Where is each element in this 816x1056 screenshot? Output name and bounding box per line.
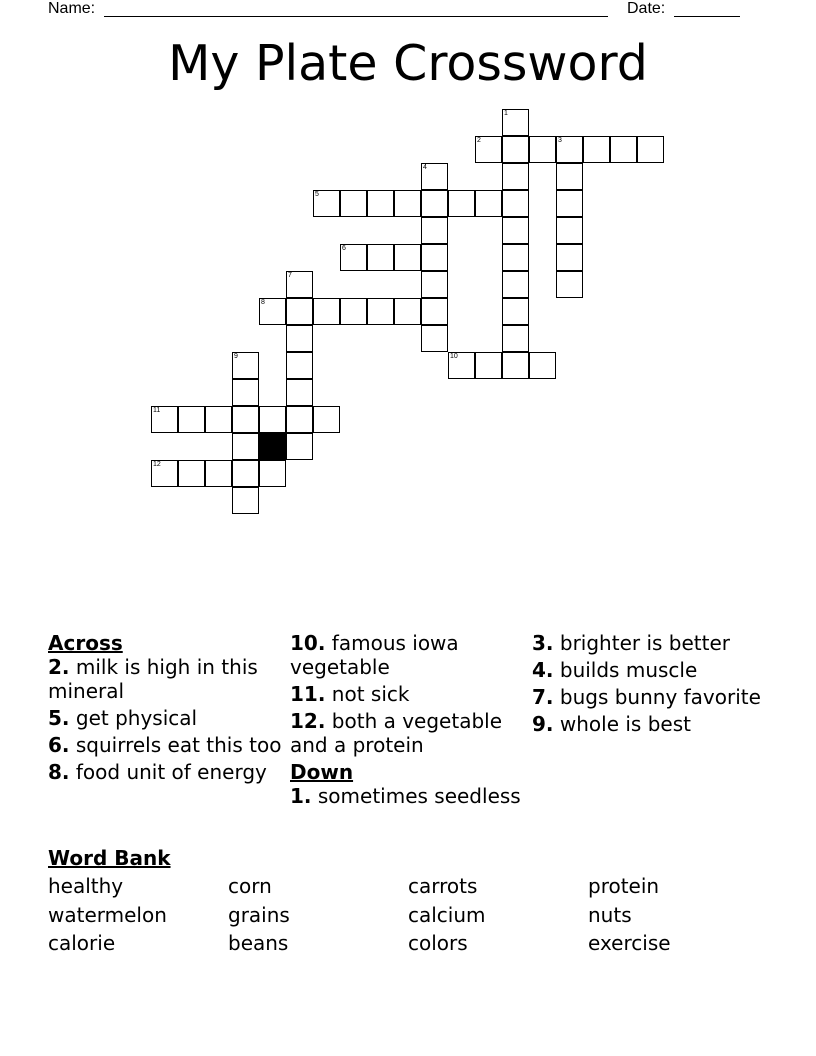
- word-bank-word: carrots: [408, 874, 478, 898]
- word-bank-word: grains: [228, 903, 290, 927]
- crossword-cell[interactable]: [340, 244, 367, 271]
- crossword-cell[interactable]: [556, 163, 583, 190]
- clue-column-1: [48, 631, 283, 787]
- crossword-cell[interactable]: [259, 406, 286, 433]
- clue-column-2: [290, 631, 525, 811]
- crossword-cell[interactable]: [529, 352, 556, 379]
- crossword-clue-number: 5: [315, 191, 319, 198]
- crossword-cell[interactable]: [556, 217, 583, 244]
- crossword-cell[interactable]: [286, 433, 313, 460]
- crossword-black-cell: [259, 433, 286, 460]
- clue-down-3: 3. brighter is better: [532, 631, 730, 655]
- crossword-cell[interactable]: [556, 136, 583, 163]
- crossword-cell[interactable]: [367, 298, 394, 325]
- crossword-cell[interactable]: [286, 379, 313, 406]
- crossword-cell[interactable]: [205, 460, 232, 487]
- crossword-cell[interactable]: [394, 298, 421, 325]
- crossword-cell[interactable]: [151, 460, 178, 487]
- clue-column-3: [532, 631, 767, 739]
- crossword-cell[interactable]: [556, 244, 583, 271]
- crossword-cell[interactable]: [421, 217, 448, 244]
- word-bank-word: nuts: [588, 903, 632, 927]
- crossword-cell[interactable]: [610, 136, 637, 163]
- crossword-cell[interactable]: [340, 298, 367, 325]
- word-bank-word: calcium: [408, 903, 486, 927]
- clue-across-5: 5. get physical: [48, 706, 198, 730]
- down-heading: Down: [290, 760, 354, 784]
- crossword-clue-number: 3: [558, 137, 562, 144]
- crossword-cell[interactable]: [259, 460, 286, 487]
- crossword-cell[interactable]: [556, 190, 583, 217]
- crossword-cell[interactable]: [286, 298, 313, 325]
- crossword-clue-number: 12: [153, 461, 161, 468]
- crossword-cell[interactable]: [232, 460, 259, 487]
- crossword-cell[interactable]: [448, 190, 475, 217]
- crossword-cell[interactable]: [313, 298, 340, 325]
- crossword-cell[interactable]: [421, 244, 448, 271]
- crossword-clue-number: 2: [477, 137, 481, 144]
- crossword-cell[interactable]: [502, 109, 529, 136]
- crossword-cell[interactable]: [502, 352, 529, 379]
- crossword-cell[interactable]: [502, 136, 529, 163]
- crossword-cell[interactable]: [367, 244, 394, 271]
- crossword-cell[interactable]: [421, 325, 448, 352]
- clue-across-2: 2. milk is high in this mineral: [48, 655, 258, 703]
- crossword-cell[interactable]: [502, 163, 529, 190]
- crossword-cell[interactable]: [502, 217, 529, 244]
- crossword-cell[interactable]: [259, 298, 286, 325]
- word-bank-word: colors: [408, 931, 468, 955]
- crossword-cell[interactable]: [151, 406, 178, 433]
- crossword-clue-number: 4: [423, 164, 427, 171]
- word-bank-title: Word Bank: [48, 846, 171, 870]
- crossword-cell[interactable]: [475, 190, 502, 217]
- crossword-cell[interactable]: [232, 352, 259, 379]
- word-bank-word: healthy: [48, 874, 124, 898]
- crossword-cell[interactable]: [178, 460, 205, 487]
- crossword-cell[interactable]: [205, 406, 232, 433]
- crossword-cell[interactable]: [448, 352, 475, 379]
- crossword-clue-number: 9: [234, 353, 238, 360]
- crossword-cell[interactable]: [421, 271, 448, 298]
- crossword-clue-number: 11: [153, 407, 161, 414]
- crossword-cell[interactable]: [178, 406, 205, 433]
- clue-down-9: 9. whole is best: [532, 712, 691, 736]
- clue-across-11: 11. not sick: [290, 682, 410, 706]
- crossword-cell[interactable]: [475, 136, 502, 163]
- clue-down-7: 7. bugs bunny favorite: [532, 685, 761, 709]
- crossword-clue-number: 6: [342, 245, 346, 252]
- crossword-cell[interactable]: [232, 433, 259, 460]
- crossword-cell[interactable]: [340, 190, 367, 217]
- crossword-cell[interactable]: [556, 271, 583, 298]
- crossword-clue-number: 1: [504, 110, 508, 117]
- crossword-cell[interactable]: [232, 487, 259, 514]
- crossword-cell[interactable]: [502, 190, 529, 217]
- crossword-cell[interactable]: [502, 271, 529, 298]
- crossword-cell[interactable]: [367, 190, 394, 217]
- crossword-cell[interactable]: [286, 406, 313, 433]
- crossword-cell[interactable]: [421, 190, 448, 217]
- crossword-cell[interactable]: [286, 325, 313, 352]
- clue-across-8: 8. food unit of energy: [48, 760, 267, 784]
- clue-across-10: 10. famous iowa vegetable: [290, 631, 459, 679]
- crossword-cell[interactable]: [394, 244, 421, 271]
- clue-across-12: 12. both a vegetable and a protein: [290, 709, 503, 757]
- crossword-cell[interactable]: [475, 352, 502, 379]
- clue-down-1: 1. sometimes seedless: [290, 784, 521, 808]
- crossword-cell[interactable]: [286, 352, 313, 379]
- crossword-cell[interactable]: [232, 406, 259, 433]
- word-bank-word: beans: [228, 931, 289, 955]
- page-title: My Plate Crossword: [168, 35, 648, 92]
- word-bank-word: exercise: [588, 931, 671, 955]
- crossword-cell[interactable]: [502, 244, 529, 271]
- crossword-cell[interactable]: [313, 406, 340, 433]
- crossword-cell[interactable]: [394, 190, 421, 217]
- crossword-cell[interactable]: [313, 190, 340, 217]
- crossword-cell[interactable]: [502, 298, 529, 325]
- name-label: Name:: [48, 0, 96, 17]
- crossword-cell[interactable]: [286, 271, 313, 298]
- crossword-cell[interactable]: [421, 298, 448, 325]
- clue-down-4: 4. builds muscle: [532, 658, 698, 682]
- word-bank-word: calorie: [48, 931, 116, 955]
- clue-across-6: 6. squirrels eat this too: [48, 733, 282, 757]
- across-heading: Across: [48, 631, 123, 655]
- crossword-cell[interactable]: [637, 136, 664, 163]
- crossword-cell[interactable]: [529, 136, 556, 163]
- crossword-cell[interactable]: [583, 136, 610, 163]
- crossword-cell[interactable]: [502, 325, 529, 352]
- crossword-clue-number: 7: [288, 272, 292, 279]
- crossword-clue-number: 10: [450, 353, 458, 360]
- crossword-clue-number: 8: [261, 299, 265, 306]
- word-bank-word: watermelon: [48, 903, 167, 927]
- date-label: Date:: [627, 0, 666, 17]
- word-bank-word: protein: [588, 874, 660, 898]
- crossword-cell[interactable]: [232, 379, 259, 406]
- crossword-cell[interactable]: [421, 163, 448, 190]
- word-bank-word: corn: [228, 874, 272, 898]
